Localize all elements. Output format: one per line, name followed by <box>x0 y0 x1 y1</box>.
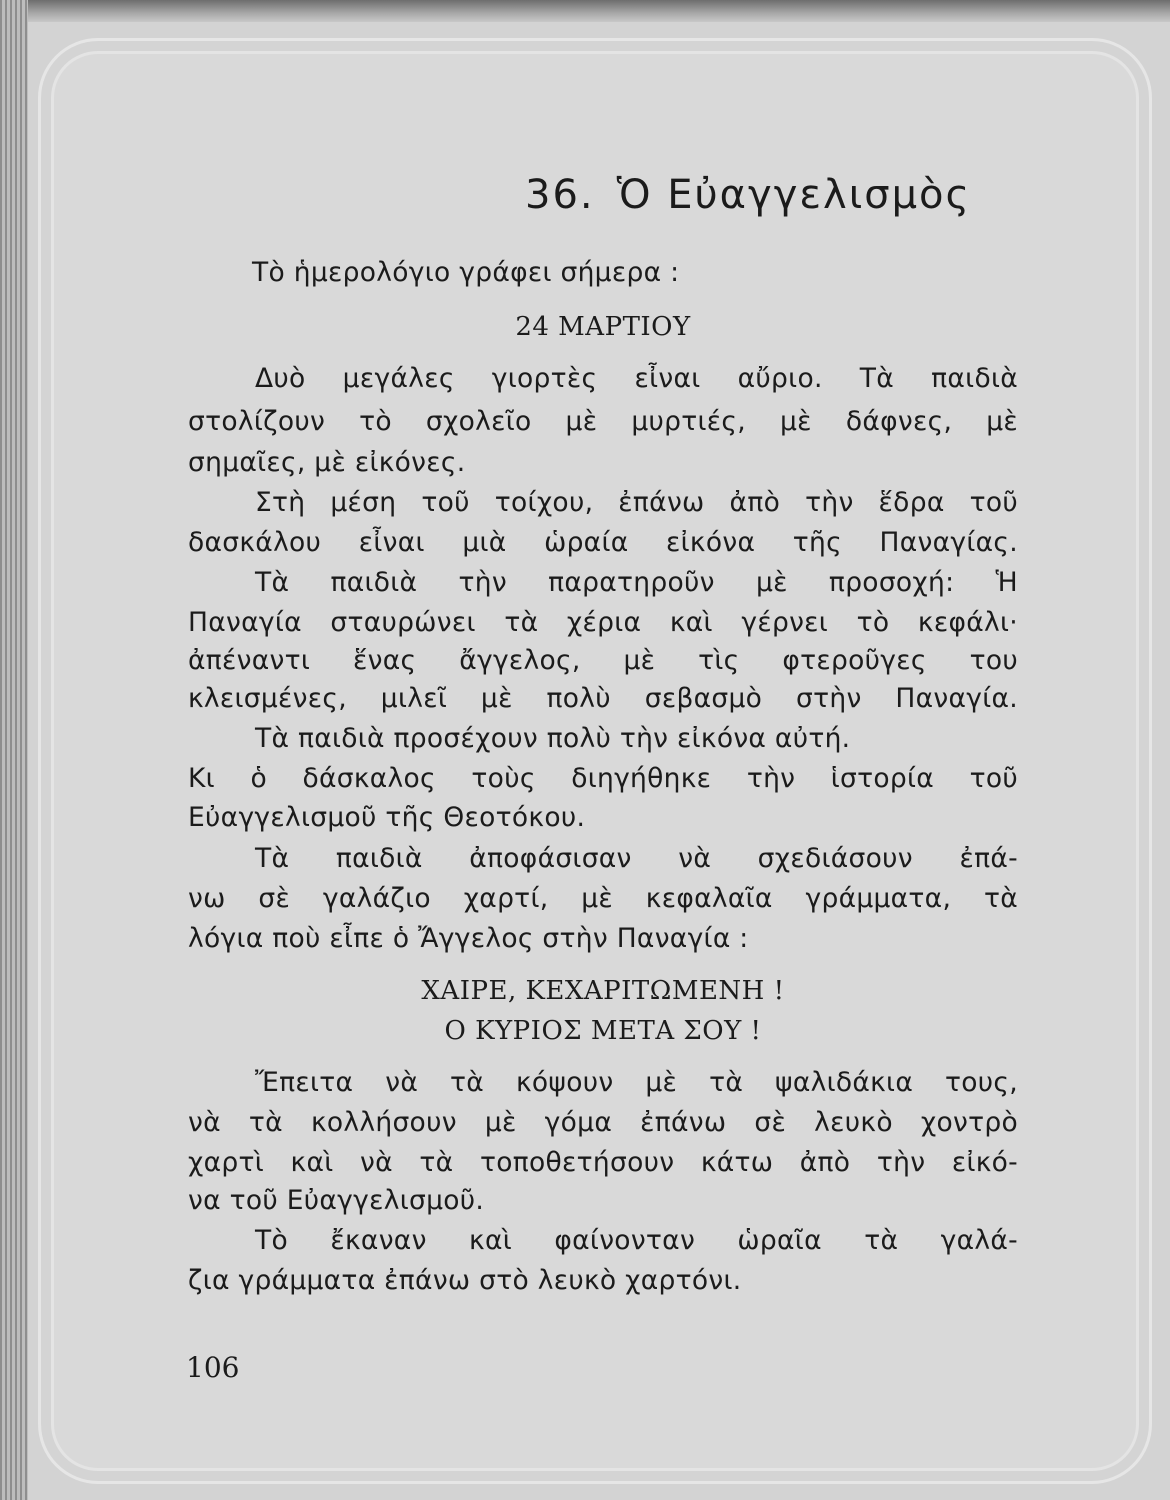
calendar-intro: Τὸ ἡμερολόγιο γράφει σήμερα : <box>252 257 680 288</box>
text-line: χαρτὶ καὶ νὰ τὰ τοποθετήσουν κάτω ἀπὸ τὴν εἰκό- <box>188 1147 1018 1178</box>
greeting-line-2: Ο ΚΥΡΙΟΣ ΜΕΤΑ ΣΟΥ ! <box>444 1016 762 1046</box>
text-line: Κι ὁ δάσκαλος τοὺς διηγήθηκε τὴν ἱστορία τοῦ <box>188 763 1018 794</box>
text-line: Τὰ παιδιὰ ἀποφάσισαν νὰ σχεδιάσουν ἐπά- <box>255 843 1018 874</box>
text-line: νω σὲ γαλάζιο χαρτί, μὲ κεφαλαῖα γράμματα, τὰ <box>188 883 1018 914</box>
text-line: ζια γράμματα ἐπάνω στὸ λευκὸ χαρτόνι. <box>188 1265 742 1296</box>
text-line: κλεισμένες, μιλεῖ μὲ πολὺ σεβασμὸ στὴν Παναγία. <box>188 683 1018 714</box>
page-stack-edge <box>0 0 28 1500</box>
text-line: λόγια ποὺ εἶπε ὁ Ἄγγελος στὴν Παναγία : <box>188 923 749 954</box>
text-line: ἀπέναντι ἕνας ἄγγελος, μὲ τὶς φτεροῦγες του <box>188 645 1018 676</box>
chapter-heading <box>525 172 971 218</box>
text-line: στολίζουν τὸ σχολεῖο μὲ μυρτιές, μὲ δάφνες, μὲ <box>188 406 1018 437</box>
text-line: δασκάλου εἶναι μιὰ ὡραία εἰκόνα τῆς Παναγίας. <box>188 527 1018 558</box>
text-line: νὰ τὰ κολλήσουν μὲ γόμα ἐπάνω σὲ λευκὸ χοντρὸ <box>188 1107 1018 1138</box>
chapter-title: Ὁ Εὐαγγελισμὸς <box>616 172 971 218</box>
text-line: Ἔπειτα νὰ τὰ κόψουν μὲ τὰ ψαλιδάκια τους, <box>255 1067 1018 1098</box>
page-top-shadow <box>0 0 1170 22</box>
text-line: Τὸ ἔκαναν καὶ φαίνονταν ὡραῖα τὰ γαλά- <box>255 1225 1018 1256</box>
chapter-number: 36. <box>525 172 595 218</box>
text-line: σημαῖες, μὲ εἰκόνες. <box>188 447 466 478</box>
text-line: Δυὸ μεγάλες γιορτὲς εἶναι αὔριο. Τὰ παιδιὰ <box>255 363 1018 394</box>
page-number: 106 <box>186 1351 240 1384</box>
text-line: Στὴ μέση τοῦ τοίχου, ἐπάνω ἀπὸ τὴν ἕδρα τοῦ <box>255 487 1018 518</box>
text-line: Εὐαγγελισμοῦ τῆς Θεοτόκου. <box>188 802 586 833</box>
greeting-line-1: ΧΑΙΡΕ, ΚΕΧΑΡΙΤΩΜΕΝΗ ! <box>421 976 785 1006</box>
text-line: Τὰ παιδιὰ τὴν παρατηροῦν μὲ προσοχή: Ἡ <box>255 567 1018 598</box>
text-line: να τοῦ Εὐαγγελισμοῦ. <box>188 1185 485 1216</box>
calendar-date: 24 ΜΑΡΤΙΟΥ <box>515 312 691 342</box>
text-line: Τὰ παιδιὰ προσέχουν πολὺ τὴν εἰκόνα αὐτή. <box>255 723 851 754</box>
text-line: Παναγία σταυρώνει τὰ χέρια καὶ γέρνει τὸ κεφάλι· <box>188 607 1018 638</box>
